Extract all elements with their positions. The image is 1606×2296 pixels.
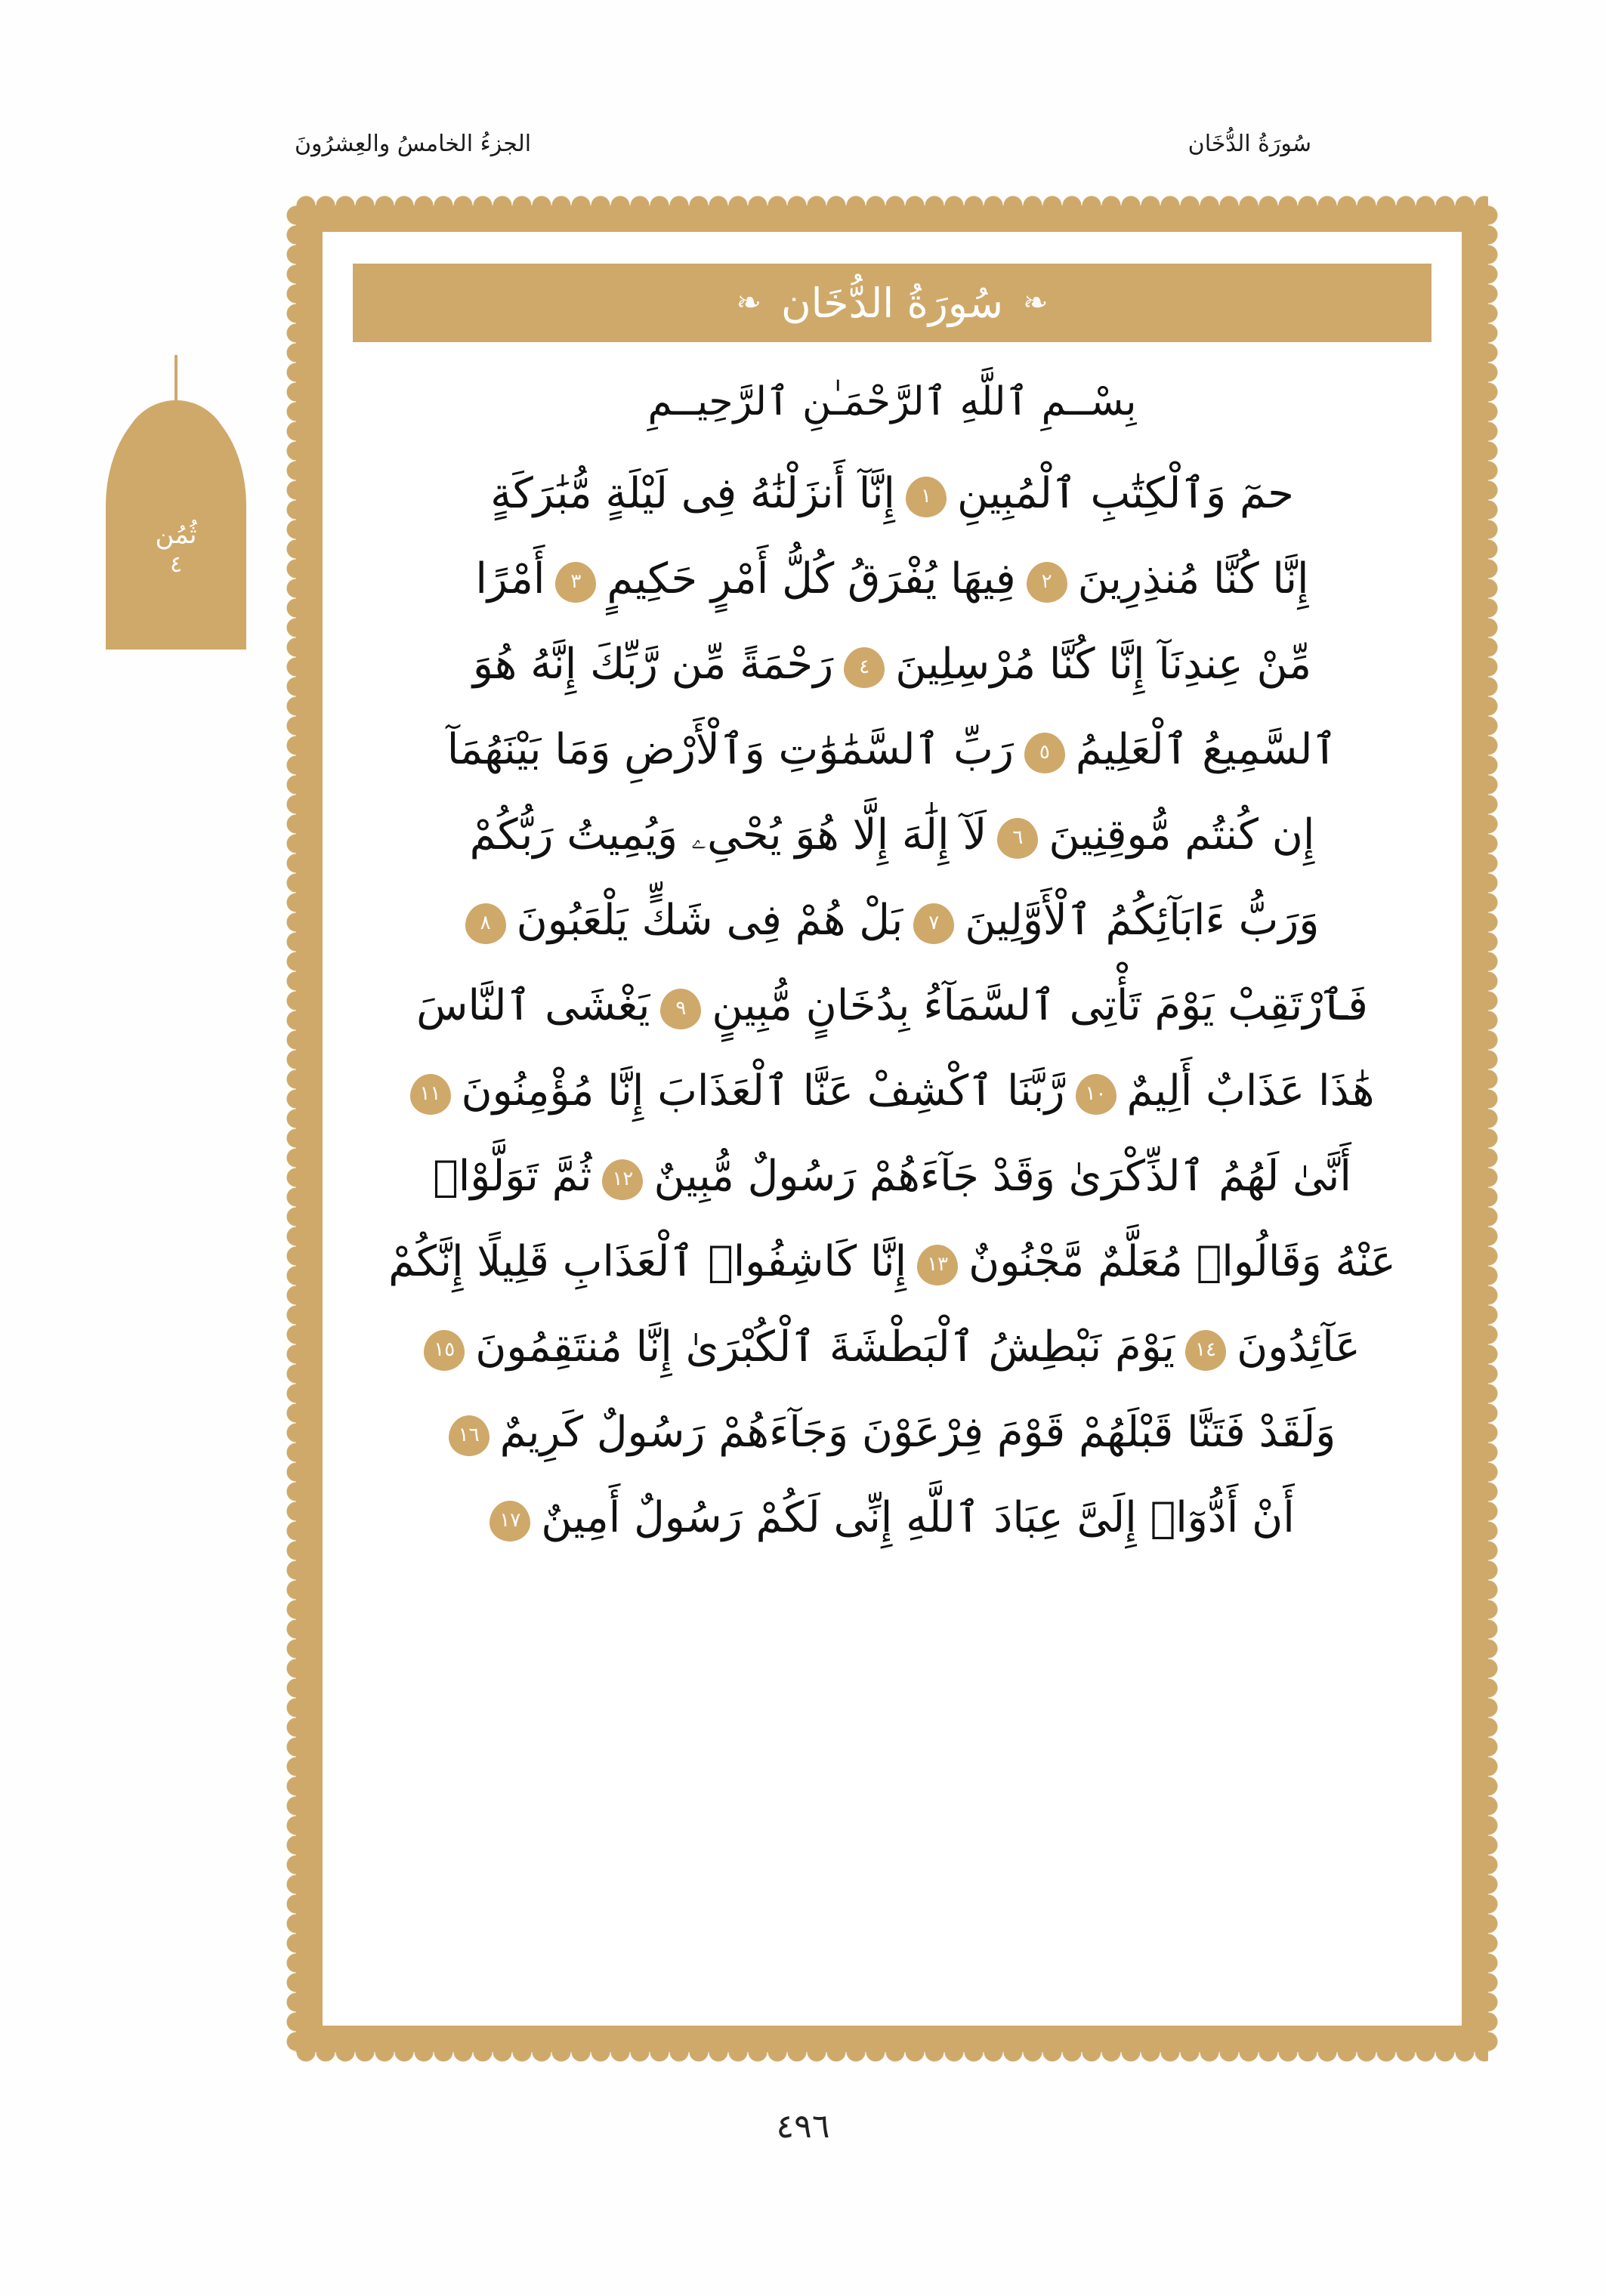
aya-number-marker: ٥ [1024,733,1065,773]
ornament-right-icon: ❧ [1022,285,1049,320]
quran-text-segment: رَبِّ ٱلسَّمَٰوَٰتِ وَٱلْأَرْضِ وَمَا بَيْنَهُمَآ [446,725,1014,774]
frame-inner-panel [319,228,1465,2029]
aya-number-marker: ١٢ [602,1159,643,1200]
aya-number-marker: ٢ [1027,562,1067,603]
surah-title: سُورَةُ الدُّخَان [781,279,1003,327]
quran-text-segment: أَنَّىٰ لَهُمُ ٱلذِّكْرَىٰ وَقَدْ جَآءَهُمْ رَسُولٌ مُّبِينٌ [653,1152,1351,1201]
quran-text-segment: مِّنْ عِندِنَآ إِنَّا كُنَّا مُرْسِلِينَ [895,640,1312,689]
quran-line [366,1048,1418,1134]
quran-text-segment: إِنَّا كُنَّا مُنذِرِينَ [1077,554,1309,603]
thumn-label-group [106,520,246,580]
quran-line [366,536,1418,622]
quran-line [366,707,1418,792]
aya-number-marker: ٩ [660,989,701,1029]
quran-text-segment: لَآ إِلَٰهَ إِلَّا هُوَ يُحْىِۦ وَيُمِيتُ رَبُّكُمْ [469,810,987,859]
quran-text-segment: يَوْمَ نَبْطِشُ ٱلْبَطْشَةَ ٱلْكُبْرَىٰ إِنَّا مُنتَقِمُونَ [475,1322,1175,1372]
quran-text-segment: إِنَّآ أَنزَلْنَٰهُ فِى لَيْلَةٍ مُّبَٰرَكَةٍ [490,469,895,518]
basmala-text: بِسْــمِ ٱللَّهِ ٱلرَّحْمَـٰنِ ٱلرَّحِيــمِ [647,379,1137,424]
surah-name-header: سُورَةُ الدُّخَان [1188,130,1311,157]
aya-number-marker: ١ [906,477,947,517]
quran-line [366,622,1418,707]
quran-line [366,963,1418,1048]
aya-number-marker: ٤ [844,647,885,688]
quran-line [366,1304,1418,1390]
ornament-left-icon: ❧ [736,285,762,320]
quran-text-segment: ٱلسَّمِيعُ ٱلْعَلِيمُ [1075,725,1338,774]
aya-number-marker: ٣ [555,562,596,603]
aya-number-marker: ١٣ [917,1245,958,1285]
quran-line [366,1390,1418,1475]
quran-text-segment: أَنْ أَدُّوٓا۟ إِلَىَّ عِبَادَ ٱللَّهِ إِنِّى لَكُمْ رَسُولٌ أَمِينٌ [541,1493,1295,1542]
page-header [0,113,1606,174]
quran-text-segment: وَرَبُّ ءَابَآئِكُمُ ٱلْأَوَّلِينَ [965,896,1320,945]
frame-scallop-top [296,196,1488,215]
quran-line [366,1219,1418,1304]
aya-number-marker: ٧ [913,903,954,944]
quran-text-segment: يَغْشَى ٱلنَّاسَ [416,981,650,1030]
thumn-number: ٤ [169,551,183,578]
quran-text-segment: رَحْمَةً مِّن رَّبِّكَ إِنَّهُ هُوَ [472,640,834,689]
aya-number-marker: ٦ [997,818,1038,859]
frame-scallop-right [1478,205,1498,2052]
decorative-frame [296,205,1488,2052]
quran-text-segment: هَٰذَا عَذَابٌ أَلِيمٌ [1126,1066,1375,1116]
quran-text-segment: فَٱرْتَقِبْ يَوْمَ تَأْتِى ٱلسَّمَآءُ بِدُخَانٍ مُّبِينٍ [712,981,1368,1030]
page-number: ٤٩٦ [776,2107,830,2146]
aya-number-marker: ١٧ [490,1501,530,1541]
aya-number-marker: ١٥ [424,1330,465,1371]
quran-text-segment: بَلْ هُمْ فِى شَكٍّ يَلْعَبُونَ [516,896,903,945]
aya-number-marker: ١١ [410,1074,451,1115]
aya-number-marker: ١٠ [1076,1074,1116,1115]
quran-line [366,792,1418,878]
aya-number-marker: ١٦ [449,1415,490,1456]
surah-title-banner [353,264,1432,342]
frame-scallop-bottom [296,2042,1488,2062]
aya-number-marker: ١٤ [1185,1330,1226,1371]
quran-line [366,451,1418,536]
quran-text-segment: حمٓ وَٱلْكِتَٰبِ ٱلْمُبِينِ [957,469,1294,518]
quran-line [366,1134,1418,1219]
frame-scallop-left [286,205,306,2052]
quran-text-segment: فِيهَا يُفْرَقُ كُلُّ أَمْرٍ حَكِيمٍ [607,554,1016,603]
quran-text-segment: أَمْرًا [475,554,545,603]
thumn-marker [106,355,246,650]
quran-line [366,1475,1418,1560]
quran-text-segment: إِن كُنتُم مُّوقِنِينَ [1049,810,1315,859]
quran-text-segment: إِنَّا كَاشِفُوا۟ ٱلْعَذَابِ قَلِيلًا إِنَّكُمْ [388,1237,907,1286]
juz-label: الجزءُ الخامسُ والعِشرُونَ [295,130,532,157]
quran-text-segment: عَآئِدُونَ [1237,1322,1360,1372]
quran-text-segment: وَلَقَدْ فَتَنَّا قَبْلَهُمْ قَوْمَ فِرْعَوْنَ وَجَآءَهُمْ رَسُولٌ كَرِيمٌ [499,1408,1336,1457]
dome-spire-icon [174,355,178,405]
aya-number-marker: ٨ [465,903,506,944]
quran-text-segment: ثُمَّ تَوَلَّوْا۟ [433,1152,592,1201]
quran-text-body [366,451,1418,1995]
quran-text-segment: عَنْهُ وَقَالُوا۟ مُعَلَّمٌ مَّجْنُونٌ [968,1237,1396,1286]
thumn-label: ثُمُن [155,520,197,550]
quran-text-segment: رَّبَّنَا ٱكْشِفْ عَنَّا ٱلْعَذَابَ إِنَّا مُؤْمِنُونَ [461,1066,1065,1116]
quran-line [366,878,1418,963]
